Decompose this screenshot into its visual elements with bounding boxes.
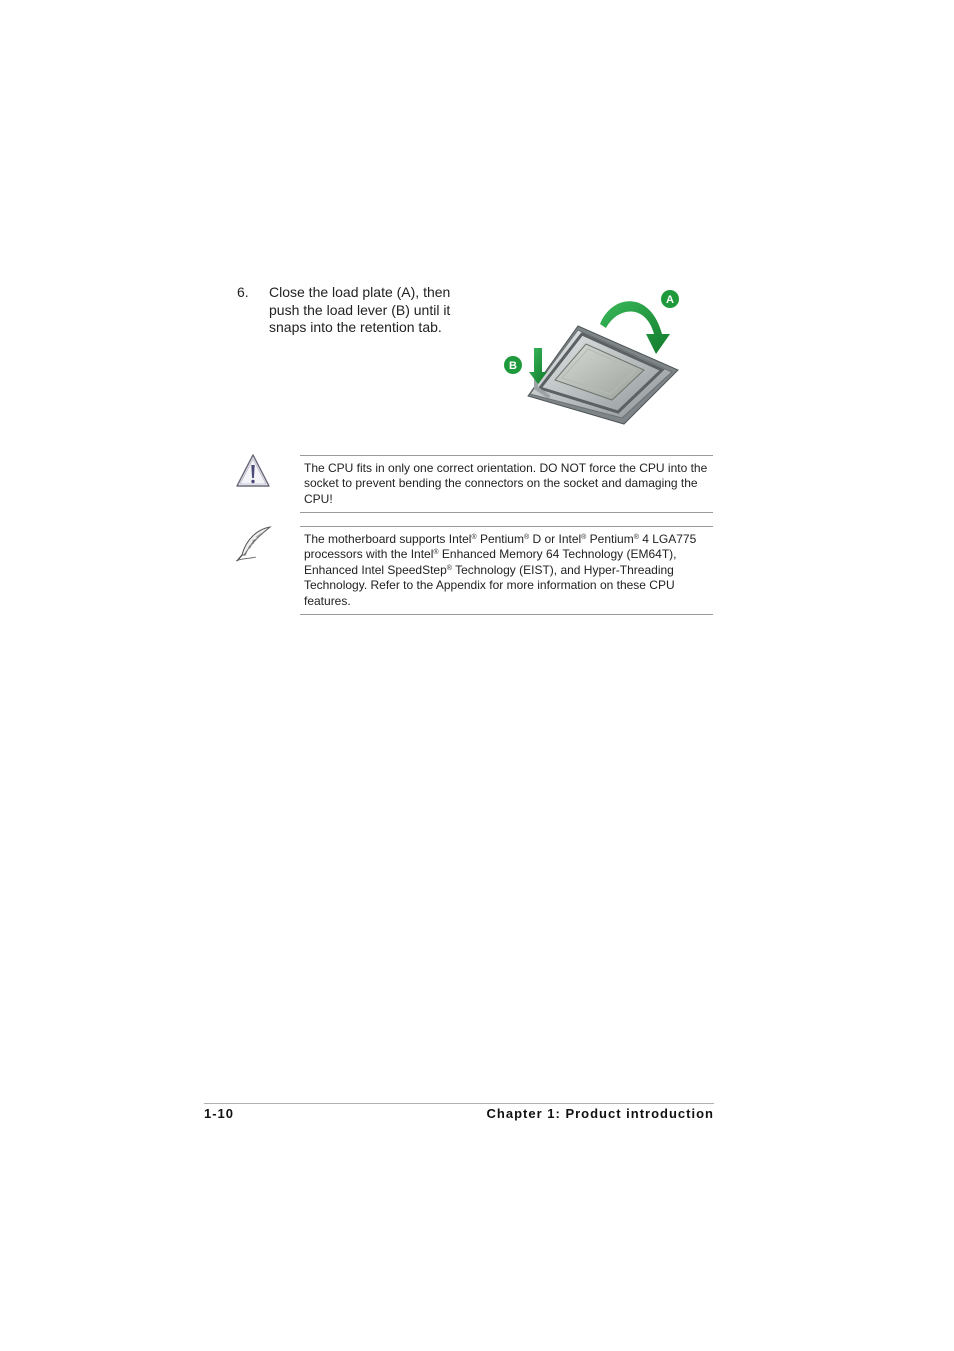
page-number: 1-10 — [204, 1106, 235, 1121]
info-note — [300, 526, 713, 615]
feather-quill-icon — [234, 525, 272, 563]
step-text: Close the load plate (A), then push the load lever (B) until it snaps into the retention tab. — [269, 284, 451, 335]
label-a: A — [666, 294, 674, 306]
warning-triangle-icon — [234, 452, 272, 490]
label-b: B — [509, 360, 517, 372]
caution-text: The CPU fits in only one correct orientation. DO NOT force the CPU into the socket to prevent bending the connectors on the socket and damaging the CPU! — [304, 461, 708, 506]
cpu-socket-illustration — [500, 288, 690, 430]
footer-divider — [204, 1103, 714, 1104]
caution-note — [300, 455, 713, 513]
note-text: The motherboard supports Intel® Pentium® D or Intel® Pentium® 4 LGA775 processors with the Intel® Enhanced Memory 64 Technology (EM64T), Enhanced Intel SpeedStep® Technology (EIST), and Hyper-Threading Technology. Refer to the Appendix for more information on these CPU features. — [304, 532, 697, 608]
chapter-title: Chapter 1: Product introduction — [486, 1106, 714, 1121]
step-number: 6. — [237, 284, 249, 300]
